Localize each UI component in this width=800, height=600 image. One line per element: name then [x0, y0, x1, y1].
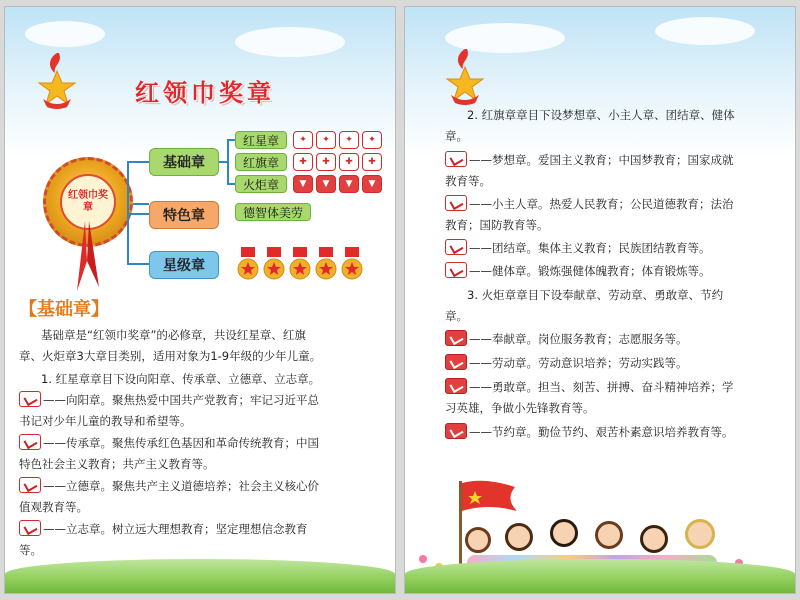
tuanjie-badge-icon — [445, 239, 467, 255]
list-heading-3-cont: 章。 — [445, 309, 468, 323]
item-xiangyang-cont: 书记对少年儿童的教导和希望等。 — [19, 414, 192, 428]
kid-illustration — [595, 521, 623, 549]
red-scarf-icon — [57, 221, 117, 291]
jianti-badge-icon: ✚ — [362, 153, 382, 171]
lizhi-badge-icon: ✦ — [362, 131, 382, 149]
chuancheng-badge-icon: ✦ — [316, 131, 336, 149]
item-yonggan: ——勇敢章。担当、刻苦、拼搏、奋斗精神培养；学 — [445, 377, 734, 398]
chuancheng-badge-icon — [19, 434, 41, 450]
item-xiaozhuren: ——小主人章。热爱人民教育；公民道德教育；法治 — [445, 194, 734, 215]
page-title: 红领巾奖章 — [135, 79, 275, 107]
list-heading-1: 1. 红星章章目下设向阳章、传承章、立德章、立志章。 — [41, 372, 321, 386]
xiaozhuren-badge-icon — [445, 195, 467, 211]
mengxiang-badge-icon — [445, 151, 467, 167]
connector-line — [227, 183, 235, 185]
mengxiang-badge-icon: ✚ — [293, 153, 313, 171]
item-lide: ——立德章。聚焦共产主义道德培养；社会主义核心价 — [19, 476, 319, 497]
item-jieyue: ——节约章。勤俭节约、艰苦朴素意识培养教育等。 — [445, 422, 734, 443]
category-basic: 基础章 — [149, 148, 219, 176]
lide-badge-icon — [19, 477, 41, 493]
star-medal-5-icon — [341, 247, 363, 281]
kid-illustration — [505, 523, 533, 551]
item-chuancheng: ——传承章。聚焦传承红色基因和革命传统教育；中国 — [19, 433, 319, 454]
fengxian-badge-icon: ▼ — [293, 175, 313, 193]
xiangyang-badge-icon — [19, 391, 41, 407]
kid-illustration — [685, 519, 715, 549]
torch-star-logo-icon — [441, 47, 489, 105]
item-mengxiang-cont: 教育等。 — [445, 174, 491, 188]
lizhi-badge-icon — [19, 520, 41, 536]
special-badge-label: 德智体美劳 — [235, 203, 311, 221]
connector-line — [227, 139, 229, 185]
torch-star-logo-icon — [33, 51, 81, 109]
connector-line — [127, 213, 149, 215]
intro-line-2: 章、火炬章3大章目类别，适用对象为1-9年级的少年儿童。 — [19, 349, 322, 363]
category-special: 特色章 — [149, 201, 219, 229]
item-xiangyang: ——向阳章。聚焦热爱中国共产党教育；牢记习近平总 — [19, 390, 319, 411]
item-fengxian: ——奉献章。岗位服务教育；志愿服务等。 — [445, 329, 688, 350]
item-lizhi-cont: 等。 — [19, 543, 42, 557]
cloud — [235, 27, 345, 57]
tuanjie-badge-icon: ✚ — [339, 153, 359, 171]
item-jianti: ——健体章。锻炼强健体魄教育；体育锻炼等。 — [445, 261, 711, 282]
item-lide-cont: 值观教育等。 — [19, 500, 88, 514]
jieyue-badge-icon — [445, 423, 467, 439]
jieyue-badge-icon: ▼ — [362, 175, 382, 193]
yonggan-badge-icon — [445, 378, 467, 394]
sub-badge-red-flag: 红旗章 — [235, 153, 287, 171]
item-lizhi: ——立志章。树立远大理想教育；坚定理想信念教育 — [19, 519, 308, 540]
connector-line — [127, 263, 149, 265]
cloud — [655, 17, 755, 45]
item-laodong: ——劳动章。劳动意识培养；劳动实践等。 — [445, 353, 688, 374]
intro-line-1: 基础章是“红领巾奖章”的必修章，共设红星章、红旗 — [41, 328, 306, 342]
grass-ground — [405, 559, 795, 593]
item-mengxiang: ——梦想章。爱国主义教育；中国梦教育；国家成就 — [445, 150, 734, 171]
star-medal-4-icon — [315, 247, 337, 281]
connector-line — [227, 139, 235, 141]
fengxian-badge-icon — [445, 330, 467, 346]
item-yonggan-cont: 习英雄，争做小先锋教育等。 — [445, 401, 595, 415]
kid-illustration — [550, 519, 578, 547]
left-page — [4, 6, 396, 594]
lide-badge-icon: ✦ — [339, 131, 359, 149]
kid-illustration — [465, 527, 491, 553]
star-medal-2-icon — [263, 247, 285, 281]
item-chuancheng-cont: 特色社会主义教育；共产主义教育等。 — [19, 457, 215, 471]
star-medal-3-icon — [289, 247, 311, 281]
star-medal-1-icon — [237, 247, 259, 281]
connector-line — [133, 203, 149, 205]
connector-line — [127, 161, 149, 163]
yonggan-badge-icon: ▼ — [339, 175, 359, 193]
section-title-basic: 【基础章】 — [19, 299, 109, 320]
xiaozhuren-badge-icon: ✚ — [316, 153, 336, 171]
sub-badge-torch: 火炬章 — [235, 175, 287, 193]
list-heading-3: 3. 火炬章章目下设奉献章、劳动章、勇敢章、节约 — [467, 288, 724, 302]
xiangyang-badge-icon: ✦ — [293, 131, 313, 149]
item-tuanjie: ——团结章。集体主义教育；民族团结教育等。 — [445, 238, 711, 259]
flower-icon — [419, 555, 427, 563]
laodong-badge-icon — [445, 354, 467, 370]
kid-illustration — [640, 525, 668, 553]
list-heading-2: 2. 红旗章章目下设梦想章、小主人章、团结章、健体 — [467, 108, 735, 122]
jianti-badge-icon — [445, 262, 467, 278]
medal-label: 红领巾奖章 — [60, 174, 116, 230]
category-star: 星级章 — [149, 251, 219, 279]
item-xiaozhuren-cont: 教育；国防教育等。 — [445, 218, 549, 232]
right-page — [404, 6, 796, 594]
cloud — [25, 21, 105, 47]
list-heading-2-cont: 章。 — [445, 129, 468, 143]
grass-ground — [5, 559, 395, 593]
laodong-badge-icon: ▼ — [316, 175, 336, 193]
sub-badge-red-star: 红星章 — [235, 131, 287, 149]
red-flag-icon — [455, 477, 525, 567]
